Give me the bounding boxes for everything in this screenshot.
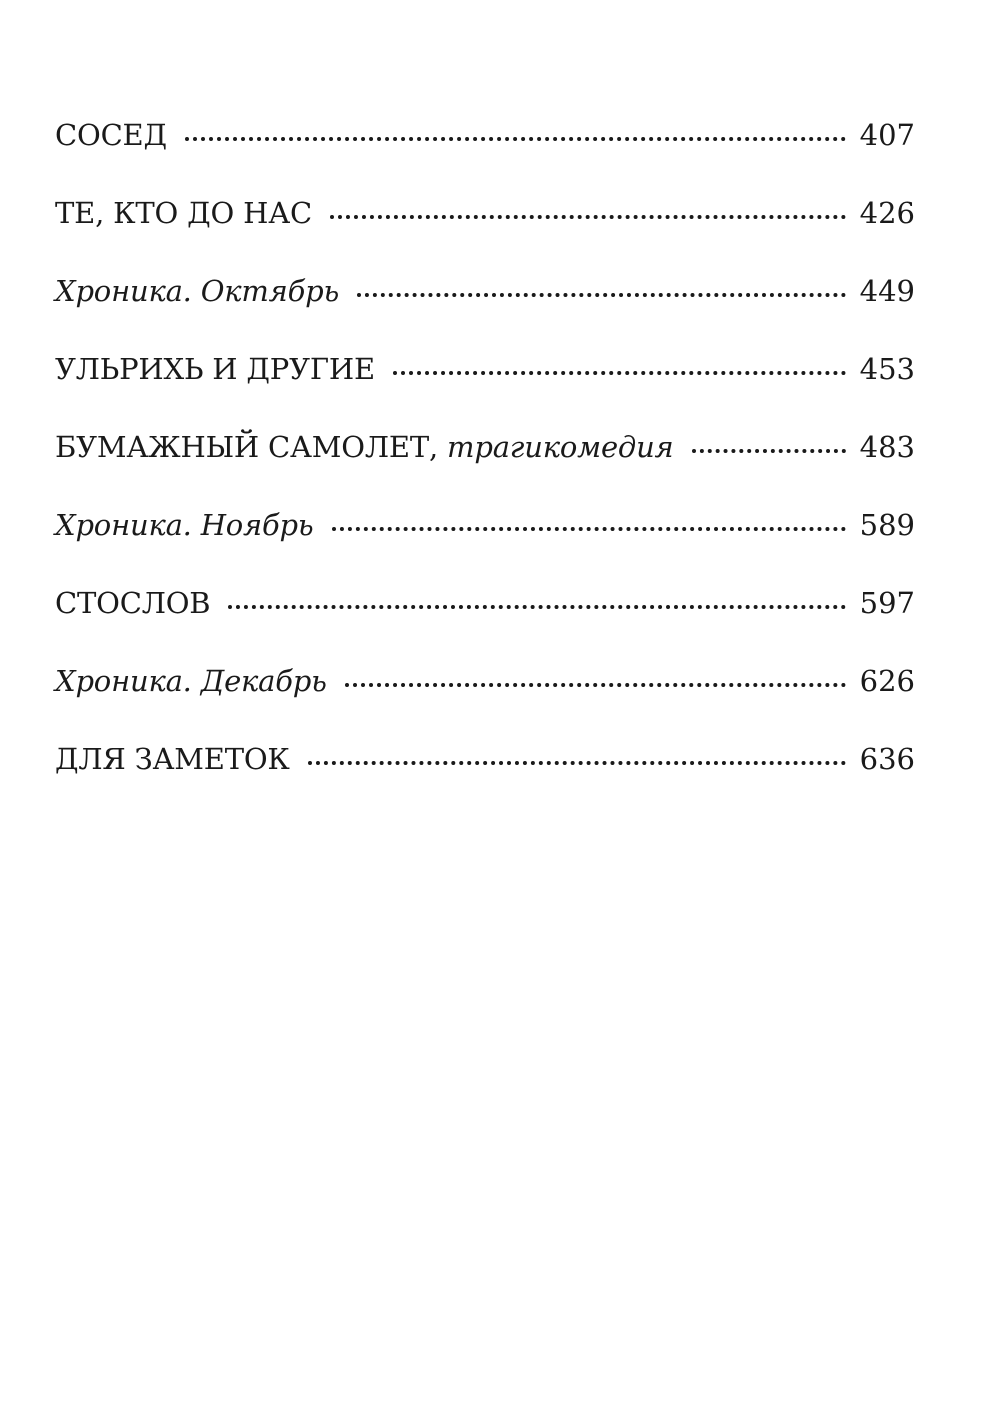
dot-leader — [332, 527, 846, 531]
toc-entry-paper-plane — [55, 430, 915, 511]
toc-entry-page: 597 — [859, 586, 915, 620]
toc-entry-stoslov — [55, 586, 915, 667]
dot-leader — [308, 761, 846, 765]
toc-entry-title: Хроника. Ноябрь — [55, 508, 314, 542]
dot-leader — [692, 449, 846, 453]
toc-entry-page: 407 — [859, 118, 915, 152]
toc-entry-title: ДЛЯ ЗАМЕТОК — [55, 742, 290, 776]
toc-entry-chronicle-december — [55, 664, 915, 745]
toc-entry-ulrikh — [55, 352, 915, 433]
dot-leader — [345, 683, 846, 687]
toc-entry-for-notes — [55, 742, 915, 823]
toc-entry-title — [55, 430, 674, 464]
toc-entry-page: 483 — [859, 430, 915, 464]
toc-entry-page: 626 — [859, 664, 915, 698]
toc-entry-sosed — [55, 118, 915, 199]
dot-leader — [330, 215, 846, 219]
dot-leader — [228, 605, 845, 609]
toc-entry-chronicle-october — [55, 274, 915, 355]
toc-entry-chronicle-november — [55, 508, 915, 589]
toc-entry-page: 636 — [859, 742, 915, 776]
toc-entry-title: СОСЕД — [55, 118, 167, 152]
dot-leader — [185, 137, 846, 141]
toc-entry-page: 426 — [859, 196, 915, 230]
toc-entry-te-kto-do-nas — [55, 196, 915, 277]
toc-entry-page: 449 — [859, 274, 915, 308]
toc-entry-title-main: БУМАЖНЫЙ САМОЛЕТ, — [55, 430, 438, 464]
toc-entry-subtitle: трагикомедия — [447, 430, 674, 464]
toc-entry-page: 453 — [859, 352, 915, 386]
toc-entry-title: СТОСЛОВ — [55, 586, 211, 620]
toc-entry-title: Хроника. Октябрь — [55, 274, 340, 308]
dot-leader — [357, 293, 846, 297]
dot-leader — [393, 371, 846, 375]
toc-entry-title: УЛЬРИХЬ И ДРУГИЕ — [55, 352, 375, 386]
toc-entry-title: ТЕ, КТО ДО НАС — [55, 196, 312, 230]
toc-entry-page: 589 — [859, 508, 915, 542]
toc-entry-title: Хроника. Декабрь — [55, 664, 327, 698]
table-of-contents — [55, 118, 915, 823]
